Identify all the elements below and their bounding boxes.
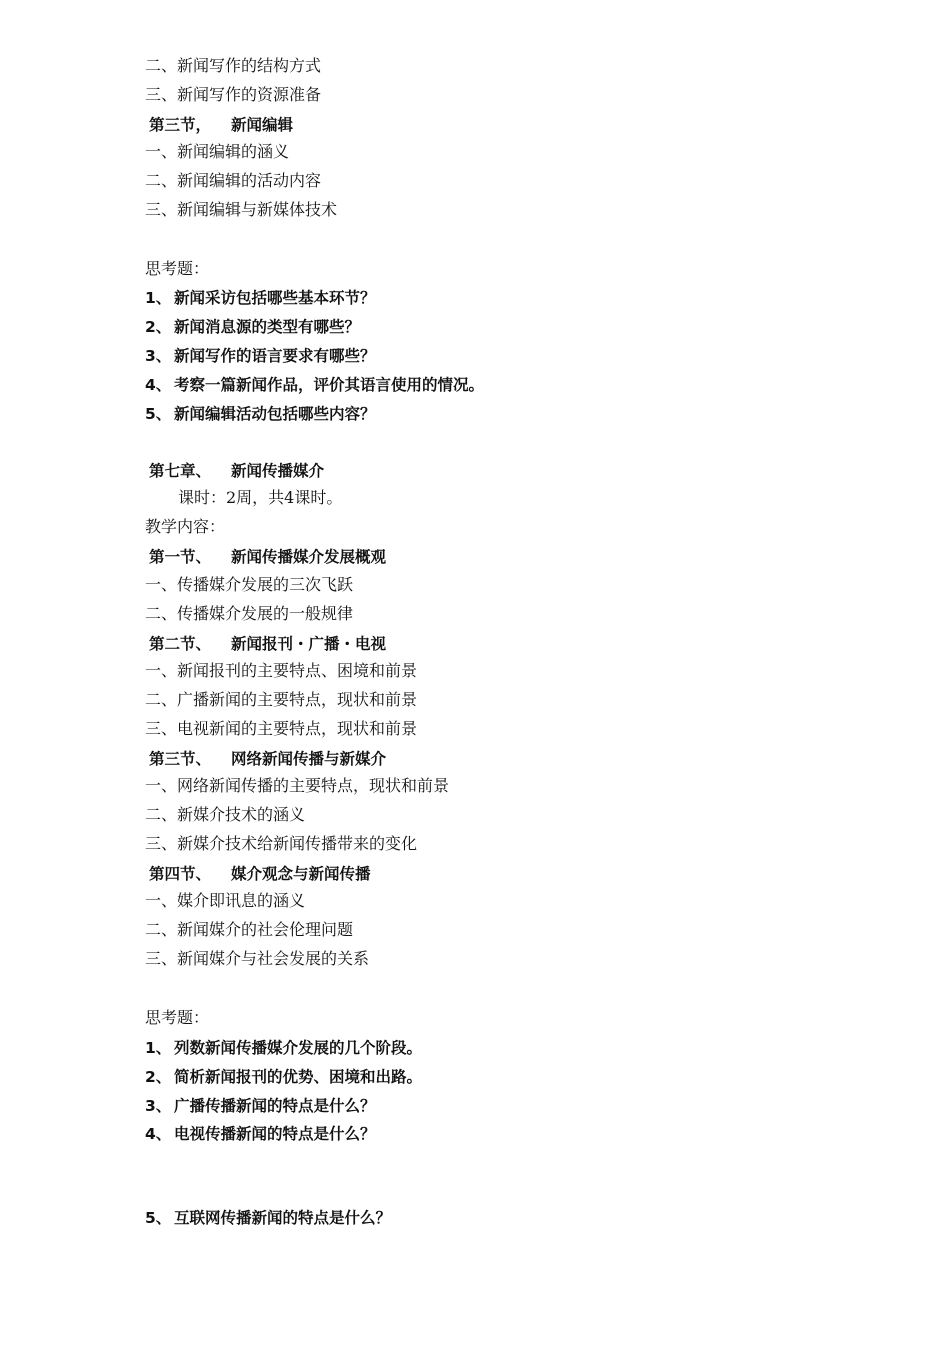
- question-item: [145, 1067, 422, 1087]
- list-item: 二、广播新闻的主要特点，现状和前景: [145, 690, 418, 709]
- question-number: 2、: [145, 1068, 172, 1086]
- question-text: 电视传播新闻的特点是什么？: [174, 1125, 376, 1143]
- question-item: [145, 404, 376, 424]
- question-item: [145, 1038, 422, 1058]
- section-title: 新闻传播媒介发展概观: [231, 548, 387, 566]
- question-number: 3、: [145, 347, 172, 365]
- section-heading: [149, 864, 371, 884]
- question-number: 1、: [145, 1039, 172, 1057]
- question-text: 列数新闻传播媒介发展的几个阶段。: [174, 1039, 423, 1057]
- list-item: 二、新闻媒介的社会伦理问题: [145, 920, 354, 939]
- list-item: 二、新闻编辑的活动内容: [145, 171, 322, 190]
- section-label: 第三节、: [149, 750, 212, 768]
- question-number: 3、: [145, 1097, 172, 1115]
- question-number: 4、: [145, 376, 172, 394]
- question-text: 考察一篇新闻作品，评价其语言使用的情况。: [174, 376, 485, 394]
- question-number: 2、: [145, 318, 172, 336]
- question-number: 4、: [145, 1125, 172, 1143]
- list-item: 一、媒介即讯息的涵义: [145, 891, 306, 910]
- content-label: 教学内容：: [145, 517, 226, 536]
- chapter-hours: 课时：2周，共4课时。: [178, 488, 343, 507]
- section-heading: [149, 547, 386, 567]
- question-text: 新闻编辑活动包括哪些内容？: [174, 405, 376, 423]
- chapter-label: 第七章、: [149, 462, 212, 480]
- list-item: 二、新媒介技术的涵义: [145, 805, 306, 824]
- list-item: 三、新媒介技术给新闻传播带来的变化: [145, 834, 418, 853]
- list-item: 一、新闻编辑的涵义: [145, 142, 290, 161]
- list-item: 一、传播媒介发展的三次飞跃: [145, 575, 354, 594]
- section-label: 第一节、: [149, 548, 212, 566]
- question-text: 新闻写作的语言要求有哪些？: [174, 347, 376, 365]
- question-item: [145, 1096, 376, 1116]
- question-item: [145, 288, 376, 308]
- question-text: 新闻消息源的类型有哪些？: [174, 318, 361, 336]
- question-item: [145, 346, 376, 366]
- questions-title: 思考题：: [145, 1008, 210, 1027]
- section-label: 第三节，: [149, 116, 212, 134]
- list-item: 二、传播媒介发展的一般规律: [145, 604, 354, 623]
- question-number: 5、: [145, 1209, 172, 1227]
- question-number: 1、: [145, 289, 172, 307]
- list-item: 三、电视新闻的主要特点，现状和前景: [145, 719, 418, 738]
- question-item: [145, 1208, 391, 1228]
- list-item: 一、新闻报刊的主要特点、困境和前景: [145, 661, 418, 680]
- list-item: 二、新闻写作的结构方式: [145, 56, 322, 75]
- question-number: 5、: [145, 405, 172, 423]
- list-item: 三、新闻编辑与新媒体技术: [145, 200, 338, 219]
- section-heading: [149, 634, 386, 654]
- section-title: 网络新闻传播与新媒介: [231, 750, 387, 768]
- question-text: 新闻采访包括哪些基本环节？: [174, 289, 376, 307]
- section-title: 新闻编辑: [231, 116, 294, 134]
- section-label: 第四节、: [149, 865, 212, 883]
- question-text: 简析新闻报刊的优势、困境和出路。: [174, 1068, 423, 1086]
- question-item: [145, 375, 484, 395]
- section-title: 媒介观念与新闻传播: [231, 865, 371, 883]
- chapter-heading: [149, 461, 324, 481]
- question-item: [145, 1124, 376, 1144]
- questions-title: 思考题：: [145, 259, 210, 278]
- list-item: 一、网络新闻传播的主要特点，现状和前景: [145, 776, 450, 795]
- section-title: 新闻报刊・广播・电视: [231, 635, 387, 653]
- question-item: [145, 317, 360, 337]
- list-item: 三、新闻写作的资源准备: [145, 85, 322, 104]
- section-label: 第二节、: [149, 635, 212, 653]
- section-heading: [149, 749, 386, 769]
- chapter-title: 新闻传播媒介: [231, 462, 325, 480]
- list-item: 三、新闻媒介与社会发展的关系: [145, 949, 370, 968]
- question-text: 互联网传播新闻的特点是什么？: [174, 1209, 392, 1227]
- section-heading: [149, 115, 293, 135]
- question-text: 广播传播新闻的特点是什么？: [174, 1097, 376, 1115]
